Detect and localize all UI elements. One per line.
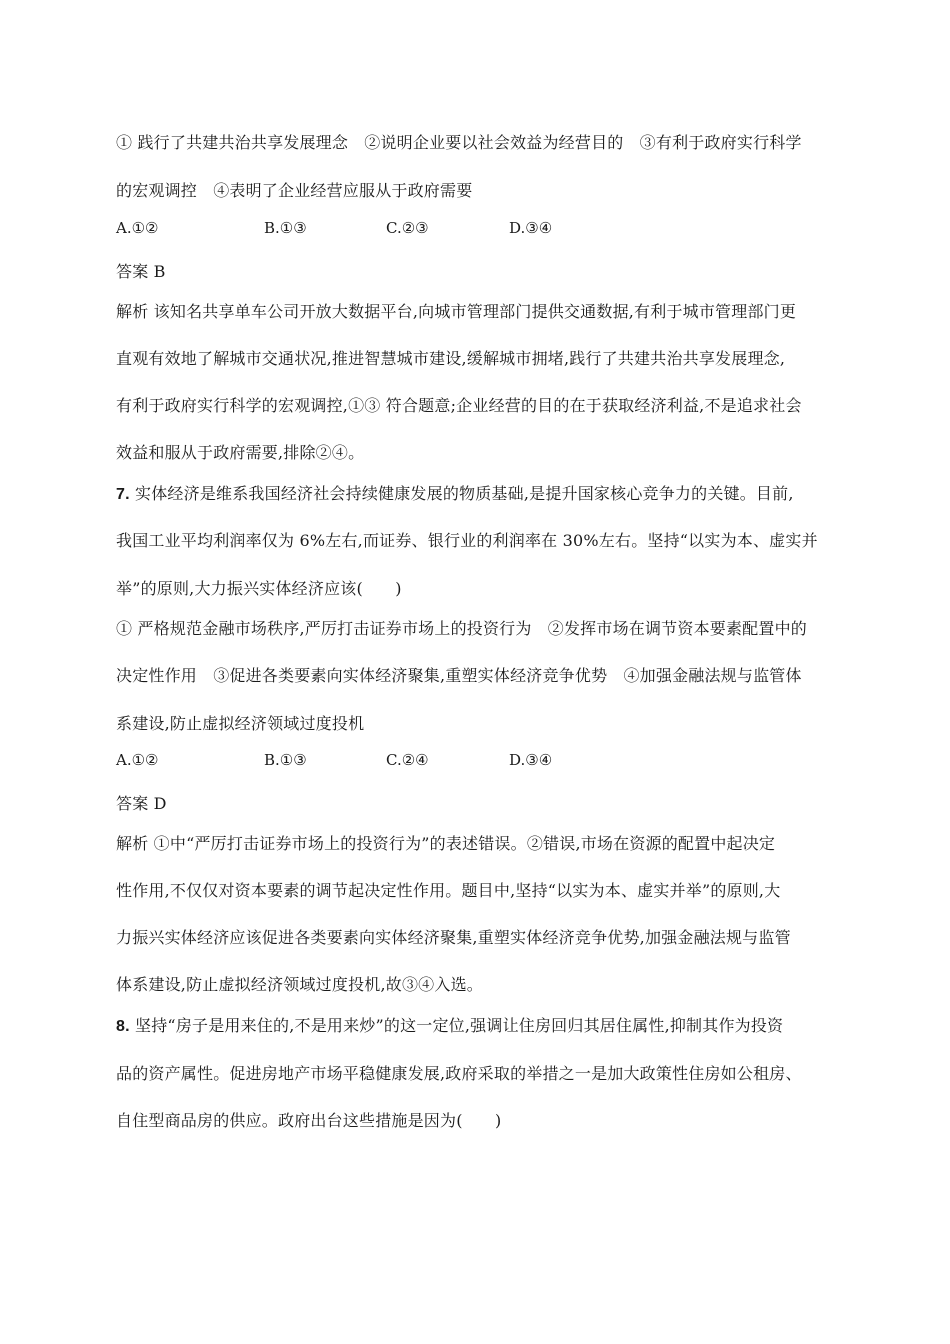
q7-number: 7. — [116, 486, 130, 503]
q7-stem-line-3: 举”的原则,大力振兴实体经济应该( ) — [116, 579, 402, 598]
q7-answer: 答案 D — [116, 794, 167, 813]
q6-analysis-line-4: 效益和服从于政府需要,排除②④。 — [116, 443, 365, 462]
q8-stem-line-2: 品的资产属性。促进房地产市场平稳健康发展,政府采取的举措之一是加大政策性住房如公租房、 — [116, 1064, 802, 1083]
q6-statement-line-1: ① 践行了共建共治共享发展理念 ②说明企业要以社会效益为经营目的 ③有利于政府实行科学 — [116, 133, 802, 152]
q7-analysis-line-1: 解析 ①中“严厉打击证券市场上的投资行为”的表述错误。②错误,市场在资源的配置中起决定 — [116, 834, 776, 853]
q7-analysis-line-4: 体系建设,防止虚拟经济领域过度投机,故③④入选。 — [116, 975, 483, 994]
q7-option-b: B.①③ — [264, 751, 307, 769]
q8-number: 8. — [116, 1018, 130, 1035]
q6-answer: 答案 B — [116, 262, 166, 281]
q6-option-a: A.①② — [116, 219, 159, 237]
q6-analysis-line-3: 有利于政府实行科学的宏观调控,①③ 符合题意;企业经营的目的在于获取经济利益,不是追求社会 — [116, 396, 802, 415]
q7-analysis-line-2: 性作用,不仅仅对资本要素的调节起决定性作用。题目中,坚持“以实为本、虚实并举”的原则,大 — [116, 881, 781, 900]
q6-option-c: C.②③ — [386, 219, 429, 237]
q7-analysis-line-3: 力振兴实体经济应该促进各类要素向实体经济聚集,重塑实体经济竞争优势,加强金融法规与监管 — [116, 928, 791, 947]
q7-stem-line-2: 我国工业平均利润率仅为 6%左右,而证券、银行业的利润率在 30%左右。坚持“以实为本、虚实并 — [116, 531, 818, 550]
q8-stem-line-3: 自住型商品房的供应。政府出台这些措施是因为( ) — [116, 1111, 502, 1130]
q8-stem-line-1 — [116, 1013, 783, 1036]
q6-analysis-line-1: 解析 该知名共享单车公司开放大数据平台,向城市管理部门提供交通数据,有利于城市管理部门更 — [116, 302, 797, 321]
q7-stem-line-1 — [116, 481, 794, 504]
q6-option-d: D.③④ — [509, 219, 553, 237]
q7-statement-line-2: 决定性作用 ③促进各类要素向实体经济聚集,重塑实体经济竞争优势 ④加强金融法规与监管体 — [116, 666, 802, 685]
q8-stem-text-1: 坚持“房子是用来住的,不是用来炒”的这一定位,强调让住房回归其居住属性,抑制其作为投资 — [129, 1016, 784, 1035]
q7-option-a: A.①② — [116, 751, 159, 769]
q7-statement-line-3: 系建设,防止虚拟经济领域过度投机 — [116, 714, 365, 733]
q6-statement-line-2: 的宏观调控 ④表明了企业经营应服从于政府需要 — [116, 181, 473, 200]
q7-statement-line-1: ① 严格规范金融市场秩序,严厉打击证券市场上的投资行为 ②发挥市场在调节资本要素配置中的 — [116, 619, 807, 638]
q7-option-c: C.②④ — [386, 751, 429, 769]
q6-option-b: B.①③ — [264, 219, 307, 237]
q7-stem-text-1: 实体经济是维系我国经济社会持续健康发展的物质基础,是提升国家核心竞争力的关键。目前, — [129, 484, 794, 503]
q7-option-d: D.③④ — [509, 751, 553, 769]
q6-analysis-line-2: 直观有效地了解城市交通状况,推进智慧城市建设,缓解城市拥堵,践行了共建共治共享发展理念, — [116, 349, 786, 368]
